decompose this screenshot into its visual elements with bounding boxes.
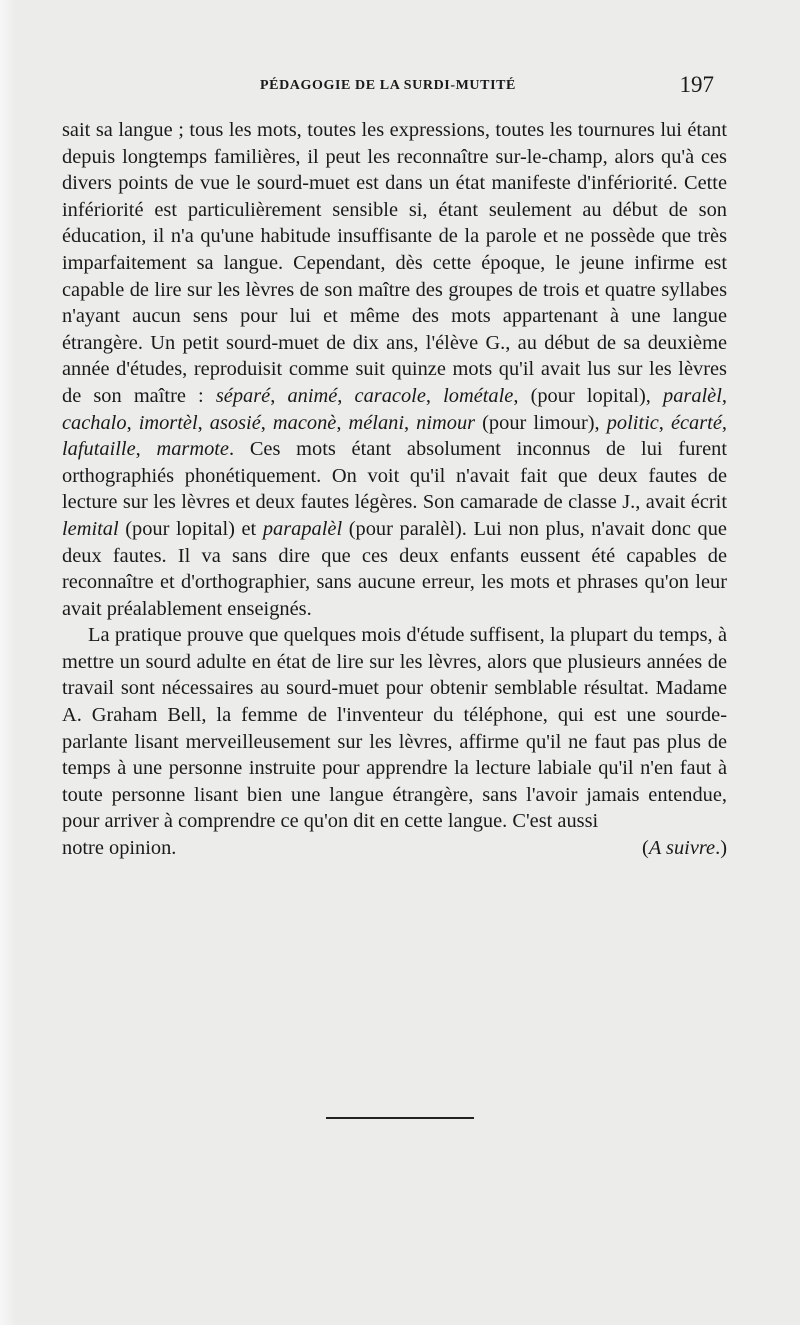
word-9: maconè	[272, 411, 337, 434]
p1-text-5: (pour lopital) et	[125, 517, 257, 540]
word-3: caracole	[354, 384, 426, 407]
word-15: marmote	[156, 438, 229, 461]
word-14: lafutaille	[62, 438, 136, 461]
paragraph-1: sait sa langue ; tous les mots, toutes les expressions, toutes les tournures lui étant depuis longtemps familières, il peut les reconnaître sur-le-champ, alors qu'à ces divers points de vue le sourd-muet est dans un état manifeste d'infériorité. Cette infériorité est particulièrement sensible si, étant seulement au début de son éducation, il n'a qu'une habitude insuffisante de la parole et ne possède que très imparfaitement sa langue. Cependant, dès cette époque, le jeune infirme est capable de lire sur les lèvres de son maître des groupes de trois et quatre syllabes n'ayant aucun sens pour lui et même des mots appartenant à une langue étrangère. Un petit sourd-muet de dix ans, l'élève G., au début de sa deuxième année d'études, reproduisit comme suit quinze mots qu'il avait lus sur les lèvres de son maître : séparé, animé, caracole, lométale, (pour lopital), paralèl, cachalo, imortèl, asosié, maconè, mélani, nimour (pour limour), politic, écarté, lafutaille, marmote. Ces mots étant absolument inconnus de lui furent orthographiés phonétiquement. On voit qu'il n'avait fait que deux fautes de lecture sur les lèvres et deux fautes légères. Son camarade de classe J., avait écrit lemital (pour lopital) et parapalèl (pour paralèl). Lui non plus, n'avait donc que deux fautes. Il va sans dire que ces deux enfants eussent été capables de reconnaître et d'orthographier, sans aucune erreur, les mots et phrases qu'on leur avait préalablement enseignés.	[62, 119, 728, 620]
p2-last-line-start: notre opinion.	[62, 837, 177, 860]
p1-text-2: (pour lopital),	[530, 384, 651, 407]
running-title: PÉDAGOGIE DE LA SURDI-MUTITÉ	[259, 78, 516, 93]
word-11: nimour	[416, 411, 476, 434]
continued-label: A suivre	[648, 837, 716, 860]
p1-text-4: Ces mots étant absolument inconnus de lui furent orthographiés phonétiquement. On voit qu'il n'avait fait que deux fautes de lecture sur les lèvres et deux fautes légères. Son camarade de classe J., avait écrit	[62, 438, 727, 514]
word-16: lemital	[62, 517, 119, 540]
continued-suffix: .)	[715, 837, 727, 860]
continued-note	[642, 835, 727, 862]
word-1: séparé	[215, 384, 271, 407]
page-number: 197	[679, 72, 714, 97]
word-6: cachalo	[62, 411, 127, 434]
paragraph-2	[62, 622, 727, 835]
continued-prefix: (	[642, 837, 649, 860]
page-header	[62, 74, 714, 102]
p1-text-6: (pour paralèl). Lui non plus, n'avait donc que deux fautes. Il va sans dire que ces deux enfants eussent été capables de reconnaître et d'orthographier, sans aucune erreur, les mots et phrases qu'on leur avait préalablement enseignés.	[62, 517, 727, 620]
word-2: animé	[287, 384, 338, 407]
word-4: lométale	[443, 384, 514, 407]
end-rule	[326, 1117, 474, 1119]
word-12: politic	[606, 411, 659, 434]
p1-text-3: (pour limour),	[482, 411, 600, 434]
paragraph-2-last-line	[62, 835, 727, 862]
word-7: imortèl	[138, 411, 198, 434]
word-8: asosié	[209, 411, 261, 434]
word-10: mélani	[348, 411, 404, 434]
p1-text-1: sait sa langue ; tous les mots, toutes les expressions, toutes les tournures lui étant depuis longtemps familières, il peut les reconnaître sur-le-champ, alors qu'à ces divers points de vue le sourd-muet est dans un état manifeste d'infériorité. Cette infériorité est particulièrement sensible si, étant seulement au début de son éducation, il n'a qu'une habitude insuffisante de la parole et ne possède que très imparfaitement sa langue. Cependant, dès cette époque, le jeune infirme est capable de lire sur les lèvres de son maître des groupes de trois et quatre syllabes n'ayant aucun sens pour lui et même des mots appartenant à une langue étrangère. Un petit sourd-muet de dix ans, l'élève G., au début de sa deuxième année d'études, reproduisit comme suit quinze mots qu'il avait lus sur les lèvres de son maître :	[62, 119, 727, 407]
body-text	[62, 117, 727, 862]
word-5: paralèl	[663, 384, 722, 407]
word-13: écarté	[670, 411, 722, 434]
word-17: parapalèl	[262, 517, 343, 540]
p2-text: La pratique prouve que quelques mois d'étude suffisent, la plupart du temps, à mettre un sourd adulte en état de lire sur les lèvres, alors que plusieurs années de travail sont nécessaires au sourd-muet pour obtenir semblable résultat. Madame A. Graham Bell, la femme de l'inventeur du téléphone, qui est une sourde-parlante lisant merveilleusement sur les lèvres, affirme qu'il ne faut pas plus de temps à une personne instruite pour apprendre la lecture labiale qu'il n'en faut à toute personne lisant bien une langue étrangère, sans l'avoir jamais entendue, pour arriver à comprendre ce qu'on dit en cette langue. C'est aussi	[62, 624, 727, 833]
